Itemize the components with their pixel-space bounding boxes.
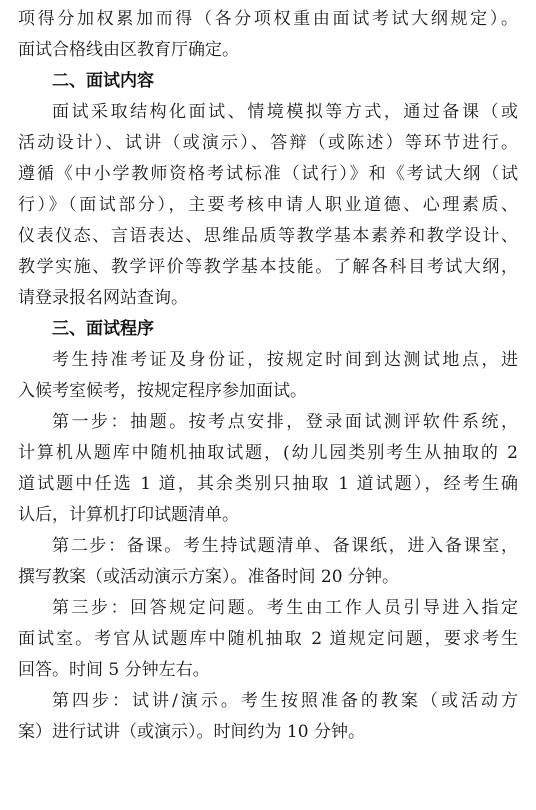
text-line: 撰写教案（或活动演示方案）。准备时间 20 分钟。 [18, 567, 399, 587]
text-line: 仪表仪态、言语表达、思维品质等教学基本素养和教学设计、 [18, 226, 518, 246]
section-heading-interview-content: 二、面试内容 [52, 71, 154, 91]
text-line: 案）进行试讲（或演示）。时间约为 10 分钟。 [18, 722, 365, 742]
document-page [18, 4, 518, 748]
text-line: 考生持准考证及身份证，按规定时间到达测试地点，进 [52, 350, 518, 370]
text-line: 活动设计）、试讲（或演示）、答辩（或陈述）等环节进行。 [18, 133, 518, 153]
text-line: 项得分加权累加而得（各分项权重由面试考试大纲规定）。 [18, 9, 518, 29]
text-line: 道试题中任选 1 道，其余类别只抽取 1 道试题），经考生确 [18, 474, 518, 494]
text-line: 遵循《中小学教师资格考试标准（试行）》和《考试大纲（试 [18, 164, 518, 184]
text-line: 计算机从题库中随机抽取试题，(幼儿园类别考生从抽取的 2 [18, 443, 518, 463]
text-line: 第一步：抽题。按考点安排，登录面试测评软件系统， [52, 412, 518, 432]
text-line: 第二步：备课。考生持试题清单、备课纸，进入备课室， [52, 536, 518, 556]
text-line: 认后，计算机打印试题清单。 [18, 505, 239, 525]
text-line: 入候考室候考，按规定程序参加面试。 [18, 381, 307, 401]
section-heading-interview-procedure: 三、面试程序 [52, 319, 154, 339]
text-line: 面试合格线由区教育厅确定。 [18, 40, 239, 60]
text-line: 第四步：试讲/演示。考生按照准备的教案（或活动方 [52, 691, 518, 711]
text-line: 面试室。考官从试题库中随机抽取 2 道规定问题，要求考生 [18, 629, 518, 649]
text-line: 回答。时间 5 分钟左右。 [18, 660, 210, 680]
text-line: 面试采取结构化面试、情境模拟等方式，通过备课（或 [52, 102, 518, 122]
text-line: 教学实施、教学评价等教学基本技能。了解各科目考试大纲， [18, 257, 518, 277]
text-line: 第三步：回答规定问题。考生由工作人员引导进入指定 [52, 598, 518, 618]
text-line: 请登录报名网站查询。 [18, 288, 188, 308]
text-line: 行）》（面试部分），主要考核申请人职业道德、心理素质、 [18, 195, 518, 215]
